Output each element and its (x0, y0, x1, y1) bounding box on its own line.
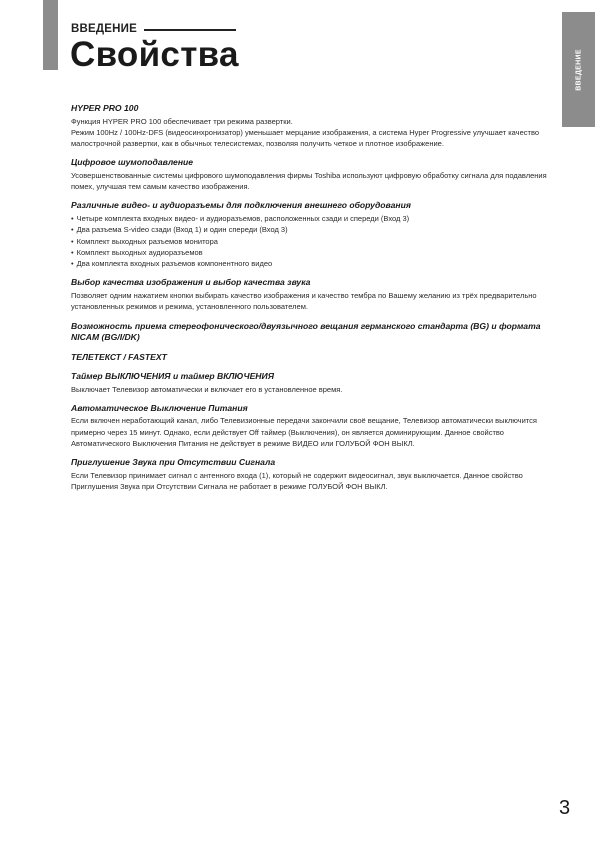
feature-list (71, 103, 552, 500)
section-heading: Выбор качества изображения и выбор качества звука (71, 277, 311, 288)
feature-section (71, 371, 552, 395)
section-heading: Возможность приема стереофонического/двуязычного вещания германского стандарта (BG) и формата NICAM (BG/I/DK) (71, 320, 541, 343)
section-paragraph: Усовершенствованные системы цифрового шумоподавления фирмы Toshiba используют цифровую обработку сигнала для подавления помех, улучшая тем самым качество изображения. (71, 170, 547, 192)
side-tab (562, 12, 595, 127)
section-heading: Приглушение Звука при Отсутствии Сигнала (71, 457, 276, 468)
feature-section (71, 457, 552, 492)
page-number: 3 (559, 797, 571, 819)
feature-section (71, 321, 552, 344)
side-tab-label: ВВЕДЕНИЕ (575, 49, 582, 91)
section-paragraph: Выключает Телевизор автоматически и включает его в установленное время. (71, 384, 343, 394)
feature-section (71, 103, 552, 149)
section-heading: ТЕЛЕТЕКСТ / FASTEXT (71, 351, 167, 362)
section-heading: Цифровое шумоподавление (71, 157, 194, 168)
section-paragraph: Функция HYPER PRO 100 обеспечивает три режима развертки. (71, 116, 293, 126)
feature-section (71, 157, 552, 192)
feature-section (71, 352, 552, 364)
section-paragraph: Позволяет одним нажатием кнопки выбирать качество изображения и качество тембра по Вашему желанию из трёх предварительно установленных режимов и режима, установленного пользователем. (71, 290, 537, 312)
section-heading: Автоматическое Выключение Питания (71, 402, 248, 413)
bullet-item: • Комплект выходных аудиоразъемов (71, 247, 552, 258)
section-heading: Различные видео- и аудиоразъемы для подключения внешнего оборудования (71, 200, 411, 211)
bullet-list (71, 213, 552, 269)
section-paragraph: Режим 100Hz / 100Hz-DFS (видеосинхронизатор) уменьшает мерцание изображения, а система Hyper Progressive улучшает качество малострочной развертки, как в обычных телесистемах, позволяя получить четкое и плотное изображение. (71, 127, 540, 149)
bullet-item: • Два разъема S-video сзади (Вход 1) и один спереди (Вход 3) (71, 224, 552, 235)
feature-section (71, 200, 552, 269)
section-paragraph: Если Телевизор принимает сигнал с антенного входа (1), который не содержит видеосигнал, звук выключается. Данное свойство Приглушения Звука при Отсутствии Сигнала не работает в режиме ГОЛУБОЙ ФОН ВЫКЛ. (71, 470, 523, 492)
header-accent-bar (43, 0, 58, 70)
feature-section (71, 277, 552, 312)
feature-section (71, 403, 552, 449)
section-eyebrow: ВВЕДЕНИЕ (71, 23, 137, 35)
page-title: Свойства (70, 35, 239, 74)
bullet-item: • Четыре комплекта входных видео- и аудиоразъемов, расположенных сзади и спереди (Вход 3) (71, 213, 552, 224)
bullet-item: • Два комплекта входных разъемов компонентного видео (71, 258, 552, 269)
eyebrow-rule (144, 29, 236, 31)
section-heading: HYPER PRO 100 (71, 103, 139, 113)
section-paragraph: Если включен неработающий канал, либо Телевизионные передачи закончили своё вещание, Телевизор автоматически выключится примерно через 15 минут. Однако, если действует Off таймер (Выключения), он является доминирующим. Данное свойство Автоматического Выключения Питания не действует в режиме ВИДЕО или ГОЛУБОЙ ФОН ВЫКЛ. (71, 416, 537, 448)
section-heading: Таймер ВЫКЛЮЧЕНИЯ и таймер ВКЛЮЧЕНИЯ (71, 371, 274, 382)
bullet-item: • Комплект выходных разъемов монитора (71, 236, 552, 247)
